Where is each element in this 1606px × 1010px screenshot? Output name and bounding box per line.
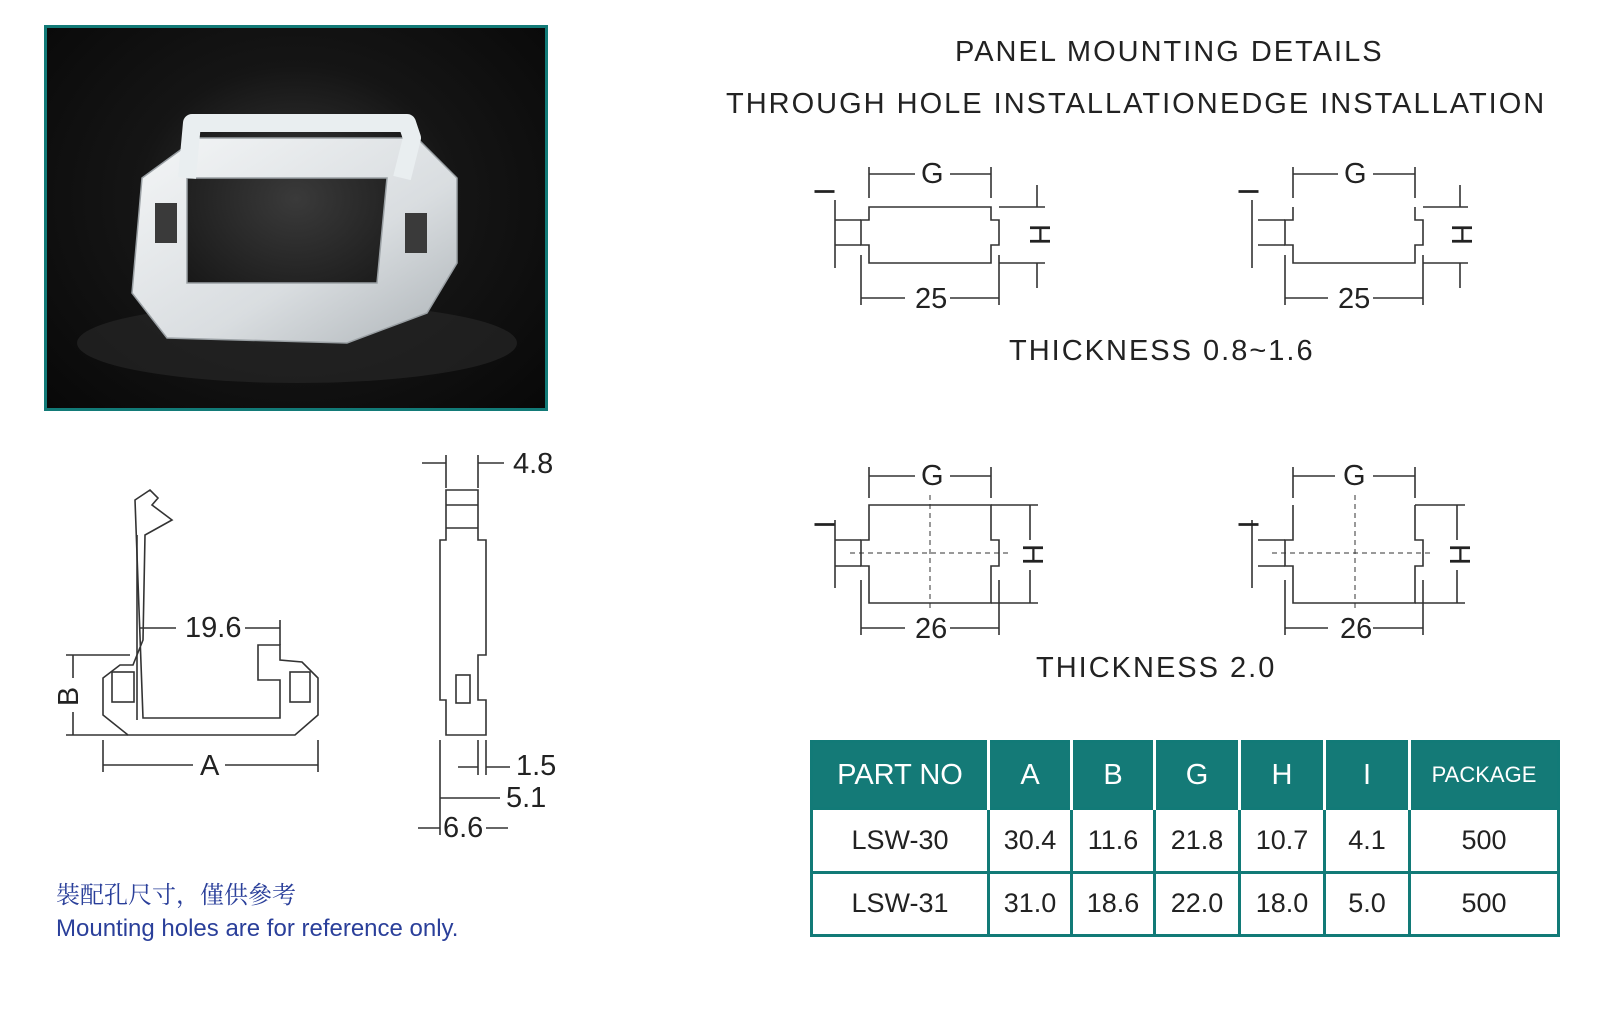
header-a: A <box>989 742 1072 809</box>
dim-b: B <box>53 686 86 707</box>
tk-h-label: H <box>1015 544 1048 565</box>
ek-i-label: I <box>1233 520 1266 529</box>
cell-i: 5.0 <box>1325 872 1410 936</box>
cell-h: 18.0 <box>1240 872 1325 936</box>
cell-g: 21.8 <box>1155 809 1240 873</box>
through-hole-heading: THROUGH HOLE INSTALLATION <box>726 88 1220 120</box>
spec-table <box>810 740 1560 937</box>
cell-b: 11.6 <box>1072 809 1155 873</box>
tk-g-label: G <box>921 460 944 492</box>
tt-i-label: I <box>809 187 842 196</box>
dim-a: A <box>200 750 220 782</box>
cell-package: 500 <box>1410 872 1559 936</box>
note-english: Mounting holes are for reference only. <box>56 915 459 942</box>
panel-details-title: PANEL MOUNTING DETAILS <box>955 36 1384 68</box>
table-row <box>812 872 1559 936</box>
edge-heading: EDGE INSTALLATION <box>1220 88 1547 120</box>
tt-g-label: G <box>921 158 944 190</box>
et-g-label: G <box>1344 158 1367 190</box>
header-part-no: PART NO <box>812 742 989 809</box>
header-b: B <box>1072 742 1155 809</box>
thickness-thick-label: THICKNESS 2.0 <box>1036 652 1277 684</box>
cell-b: 18.6 <box>1072 872 1155 936</box>
dim-1-5: 1.5 <box>516 750 557 782</box>
header-package: PACKAGE <box>1410 742 1559 809</box>
cell-package: 500 <box>1410 809 1559 873</box>
table-row <box>812 809 1559 873</box>
dim-4-8: 4.8 <box>513 448 554 480</box>
et-i-label: I <box>1233 187 1266 196</box>
edge-thick-outline <box>1285 505 1423 603</box>
clip-side-outline <box>440 490 486 735</box>
edge-thin-outline <box>1285 207 1423 263</box>
through-hole-thin-outline <box>861 207 999 263</box>
et-h-label: H <box>1444 224 1477 245</box>
thickness-thin-label: THICKNESS 0.8~1.6 <box>1009 335 1315 367</box>
tt-h-label: H <box>1022 224 1055 245</box>
header-h: H <box>1240 742 1325 809</box>
header-i: I <box>1325 742 1410 809</box>
cell-part-no: LSW-30 <box>812 809 989 873</box>
cell-i: 4.1 <box>1325 809 1410 873</box>
dim-6-6: 6.6 <box>443 812 484 844</box>
tt-25-label: 25 <box>915 283 948 315</box>
table-header-row <box>812 742 1559 809</box>
cell-g: 22.0 <box>1155 872 1240 936</box>
cell-part-no: LSW-31 <box>812 872 989 936</box>
cell-h: 10.7 <box>1240 809 1325 873</box>
note-chinese: 裝配孔尺寸，僅供參考 <box>56 881 296 909</box>
ek-g-label: G <box>1343 460 1366 492</box>
et-25-label: 25 <box>1338 283 1371 315</box>
header-g: G <box>1155 742 1240 809</box>
dim-19-6: 19.6 <box>185 612 242 644</box>
tk-26-label: 26 <box>915 613 948 645</box>
ek-26-label: 26 <box>1340 613 1373 645</box>
ek-h-label: H <box>1442 544 1475 565</box>
cell-a: 31.0 <box>989 872 1072 936</box>
tk-i-label: I <box>809 520 842 529</box>
dim-5-1: 5.1 <box>506 782 547 814</box>
cell-a: 30.4 <box>989 809 1072 873</box>
